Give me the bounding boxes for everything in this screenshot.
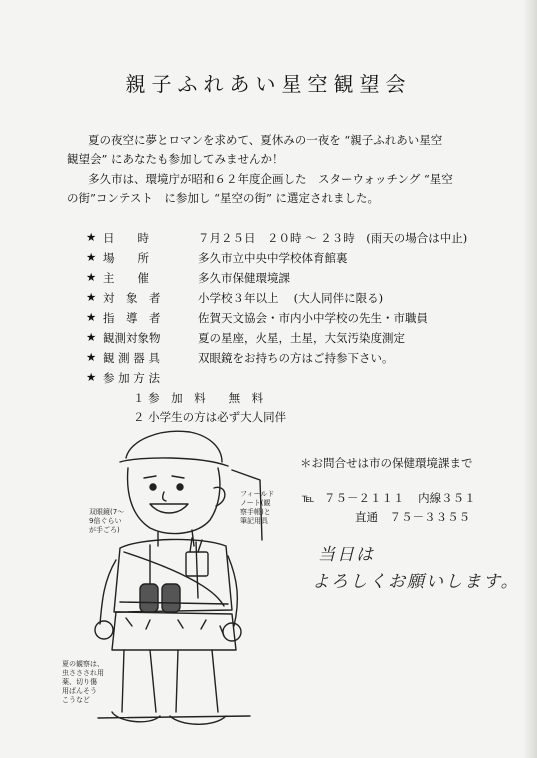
detail-label: 観測対象物 <box>103 331 161 345</box>
page-title: 親子ふれあい星空観望会 <box>125 72 412 96</box>
note-line: 筆記用具 <box>240 517 268 525</box>
intro-paragraph-1-line-1: 夏の夜空に夢とロマンを求めて、夏休みの一夜を “親子ふれあい星空 <box>88 133 443 147</box>
detail-label: 指 導 者 <box>103 311 161 325</box>
direct-label: 直通 <box>355 510 378 524</box>
star-bullet-icon: ★ <box>86 310 97 324</box>
note-line: 虫ささされ用 <box>62 669 104 677</box>
detail-value: 小学校３年以上 (大人同伴に限る) <box>198 291 384 305</box>
star-bullet-icon: ★ <box>86 270 97 284</box>
star-bullet-icon: ★ <box>86 330 97 344</box>
note-line: こうなど <box>62 696 90 704</box>
intro-paragraph-2-line-1: 多久市は、環境庁が昭和６２年度企画した スターウォッチング “星空 <box>88 172 453 186</box>
star-bullet-icon: ★ <box>86 230 97 244</box>
star-bullet-icon: ★ <box>86 350 97 364</box>
phone-icon: ℡ <box>302 491 315 505</box>
detail-value: 佐賀天文協会・市内小中学校の先生・市職員 <box>198 311 428 325</box>
intro-paragraph-2-line-2: の街”コンテスト に参加し “星空の街” に選定されました。 <box>67 191 379 205</box>
detail-value: 多久市保健環境課 <box>198 271 290 285</box>
phone-number: ７５－２１１１ <box>324 491 405 505</box>
notebook-note <box>240 490 274 526</box>
note-line: 双眼鏡(7～ <box>89 508 125 516</box>
handwritten-note-line-1: 当日は <box>318 545 375 565</box>
note-line: ノート(観 <box>240 499 271 507</box>
star-bullet-icon: ★ <box>86 290 97 304</box>
note-line: 薬、切り傷 <box>62 678 97 686</box>
note-line: が手ごろ) <box>89 526 120 534</box>
note-line: 夏の観察は、 <box>62 660 104 668</box>
method-item-fee: １ 参 加 料 無 料 <box>133 391 264 405</box>
contact-heading: ＊お問合せは市の保健環境課まで <box>300 456 473 470</box>
note-line: 9倍ぐらい <box>89 517 122 525</box>
star-bullet-icon: ★ <box>86 250 97 264</box>
star-bullet-icon: ★ <box>86 370 97 384</box>
detail-value: 多久市立中央中学校体育館裏 <box>198 251 348 265</box>
note-line: 察手帳)と <box>240 508 271 516</box>
detail-label: 対 象 者 <box>103 291 161 305</box>
note-line: 用ばんそう <box>62 687 97 695</box>
detail-label: 観 測 器 具 <box>103 351 160 365</box>
detail-value: 夏の星座，火星，土星，大気汚染度測定 <box>198 331 405 345</box>
detail-label: 場 所 <box>103 251 149 265</box>
clothing-note <box>62 660 104 705</box>
detail-label: 参 加 方 法 <box>103 371 160 385</box>
detail-value: ７月２５日 ２０時 ～ ２３時 (雨天の場合は中止) <box>198 231 468 245</box>
note-line: フィールド <box>240 490 275 498</box>
method-item-guardian: ２ 小学生の方は必ず大人同伴 <box>133 410 287 424</box>
extension-number: 内線３５１ <box>418 491 476 505</box>
detail-label: 日 時 <box>103 231 149 245</box>
intro-paragraph-1-line-2: 観望会” にあなたも参加してみませんか！ <box>67 152 284 166</box>
direct-number: ７５－３３５５ <box>389 510 471 524</box>
detail-label: 主 催 <box>103 271 149 285</box>
binoculars-note <box>89 508 124 535</box>
handwritten-note-line-2: よろしくお願いします。 <box>312 572 520 592</box>
detail-value: 双眼鏡をお持ちの方はご持参下さい。 <box>198 351 394 365</box>
